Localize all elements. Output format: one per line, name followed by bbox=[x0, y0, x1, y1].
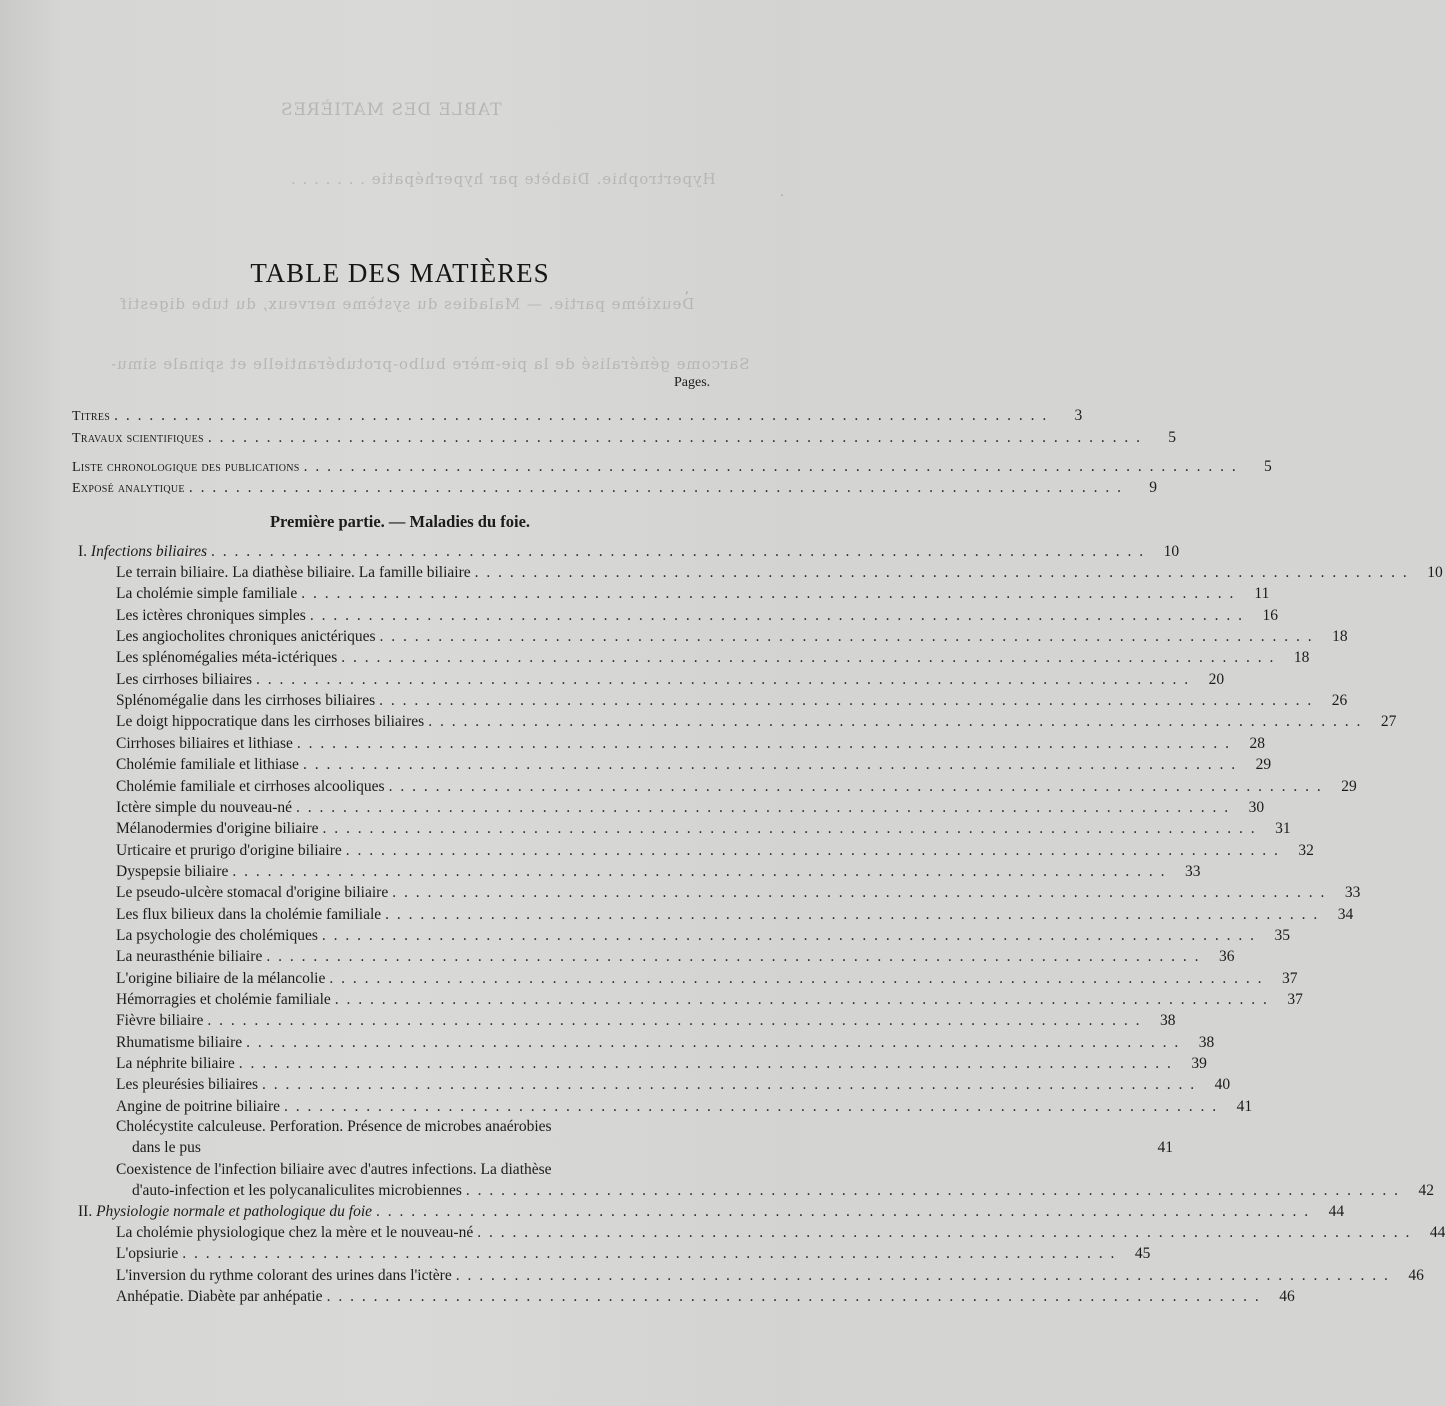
dot-leader: . . . . . . . . . . . . . . . . . . . . . . . . . . . . . . . . . . . . . . . . . . . . . . . . . . . . . . . . . . . . . . . . . . . . . . . . . . . . . . . . bbox=[114, 407, 1049, 424]
entry-label: Les flux bilieux dans la cholémie familiale bbox=[116, 905, 382, 923]
toc-entry bbox=[116, 818, 1291, 839]
page-number: 41 bbox=[1157, 1139, 1174, 1156]
toc-entry bbox=[116, 583, 1270, 604]
page-number: 11 bbox=[1254, 585, 1270, 603]
dot-leader: . . . . . . . . . . . . . . . . . . . . . . . . . . . . . . . . . . . . . . . . . . . . . . . . . . . . . . . . . . . . . . . . . . . . . . . . . . . . . . . . bbox=[388, 777, 1323, 795]
multiline-entry-end: dans le pus 41 bbox=[132, 1139, 1174, 1156]
dot-leader: . . . . . . . . . . . . . . . . . . . . . . . . . . . . . . . . . . . . . . . . . . . . . . . . . . . . . . . . . . . . . . . . . . . . . . . . . . . . . . . . bbox=[284, 1097, 1219, 1115]
page-number: 5 bbox=[1168, 429, 1177, 446]
toc-entry bbox=[116, 861, 1201, 882]
page-number: 29 bbox=[1341, 777, 1357, 795]
dot-leader bbox=[205, 1137, 1139, 1158]
toc-entry bbox=[116, 776, 1357, 797]
entry-label: Dyspepsie biliaire bbox=[116, 862, 229, 880]
toc-entry bbox=[72, 427, 1177, 448]
entry-label: Les ictères chroniques simples bbox=[116, 606, 306, 624]
page-title: TABLE DES MATIÈRES bbox=[250, 258, 550, 288]
entry-label: Splénomégalie dans les cirrhoses biliaires bbox=[116, 692, 376, 710]
dot-leader: . . . . . . . . . . . . . . . . . . . . . . . . . . . . . . . . . . . . . . . . . . . . . . . . . . . . . . . . . . . . . . . . . . . . . . . . . . . . . . . . bbox=[477, 1224, 1412, 1241]
pages-column-header: Pages. bbox=[674, 375, 711, 390]
page-number: 31 bbox=[1275, 820, 1291, 838]
entry-label: Urticaire et prurigo d'origine biliaire bbox=[116, 841, 342, 859]
entry-label: Mélanodermies d'origine biliaire bbox=[116, 820, 319, 838]
page-number: 5 bbox=[1264, 458, 1272, 475]
dot-leader: . . . . . . . . . . . . . . . . . . . . . . . . . . . . . . . . . . . . . . . . . . . . . . . . . . . . . . . . . . . . . . . . . . . . . . . . . . . . . . . . bbox=[182, 1245, 1117, 1263]
dot-leader: . . . . . . . . . . . . . . . . . . . . . . . . . . . . . . . . . . . . . . . . . . . . . . . . . . . . . . . . . . . . . . . . . . . . . . . . . . . . . . . . bbox=[302, 756, 1238, 774]
page-number: 41 bbox=[1236, 1097, 1253, 1115]
dot-leader: . . . . . . . . . . . . . . . . . . . . . . . . . . . . . . . . . . . . . . . . . . . . . . . . . . . . . . . . . . . . . . . . . . . . . . . . . . . . . . . . bbox=[385, 905, 1320, 923]
entry-label: L'inversion du rythme colorant des urines dans l'ictère bbox=[116, 1266, 452, 1284]
page-number: 10 bbox=[1163, 543, 1180, 560]
page-number: 35 bbox=[1274, 926, 1291, 944]
entry-label: La neurasthénie biliaire bbox=[116, 948, 263, 966]
entry-label: Les angiocholites chroniques anictériques bbox=[116, 628, 376, 646]
margin-mark-decoration: , bbox=[685, 282, 689, 296]
dot-leader: . . . . . . . . . . . . . . . . . . . . . . . . . . . . . . . . . . . . . . . . . . . . . . . . . . . . . . . . . . . . . . . . . . . . . . . . . . . . . . . . bbox=[246, 1033, 1181, 1051]
part-heading-1 bbox=[78, 541, 1180, 562]
dot-leader: . . . . . . . . . . . . . . . . . . . . . . . . . . . . . . . . . . . . . . . . . . . . . . . . . . . . . . . . . . . . . . . . . . . . . . . . . . . . . . . . bbox=[211, 543, 1146, 560]
toc-entry bbox=[116, 562, 1443, 583]
dot-leader: . . . . . . . . . . . . . . . . . . . . . . . . . . . . . . . . . . . . . . . . . . . . . . . . . . . . . . . . . . . . . . . . . . . . . . . . . . . . . . . . bbox=[207, 1012, 1142, 1030]
dot-leader: . . . . . . . . . . . . . . . . . . . . . . . . . . . . . . . . . . . . . . . . . . . . . . . . . . . . . . . . . . . . . . . . . . . . . . . . . . . . . . . . bbox=[334, 991, 1269, 1008]
toc-entry bbox=[116, 626, 1348, 647]
page-number: 32 bbox=[1298, 841, 1314, 859]
dot-leader: . . . . . . . . . . . . . . . . . . . . . . . . . . . . . . . . . . . . . . . . . . . . . . . . . . . . . . . . . . . . . . . . . . . . . . . . . . . . . . . . bbox=[455, 1266, 1390, 1284]
dot-leader: . . . . . . . . . . . . . . . . . . . . . . . . . . . . . . . . . . . . . . . . . . . . . . . . . . . . . . . . . . . . . . . . . . . . . . . . . . . . . . . . bbox=[262, 1076, 1197, 1094]
entry-label: Cholémie familiale et cirrhoses alcooliques bbox=[116, 777, 385, 795]
page-number: 20 bbox=[1208, 670, 1225, 688]
toc-entry bbox=[116, 797, 1265, 818]
dot-leader: . . . . . . . . . . . . . . . . . . . . . . . . . . . . . . . . . . . . . . . . . . . . . . . . . . . . . . . . . . . . . . . . . . . . . . . . . . . . . . . . bbox=[309, 606, 1244, 624]
toc-entry bbox=[116, 605, 1278, 626]
dot-leader: . . . . . . . . . . . . . . . . . . . . . . . . . . . . . . . . . . . . . . . . . . . . . . . . . . . . . . . . . . . . . . . . . . . . . . . . . . . . . . . . bbox=[301, 585, 1236, 603]
entry-label: La psychologie des cholémiques bbox=[116, 926, 318, 944]
dot-leader: . . . . . . . . . . . . . . . . . . . . . . . . . . . . . . . . . . . . . . . . . . . . . . . . . . . . . . . . . . . . . . . . . . . . . . . . . . . . . . . . bbox=[392, 884, 1327, 902]
toc-entry bbox=[116, 946, 1235, 967]
toc-entry bbox=[116, 904, 1354, 925]
page-number: 37 bbox=[1287, 991, 1303, 1008]
entry-label: L'opsiurie bbox=[116, 1245, 179, 1263]
entry-label: Liste chronologique des publications bbox=[72, 460, 300, 475]
page-number: 30 bbox=[1248, 798, 1265, 816]
entry-label: Les cirrhoses biliaires bbox=[116, 670, 253, 688]
toc-entry bbox=[116, 1074, 1231, 1095]
toc-entry bbox=[116, 1096, 1253, 1117]
entry-label: Rhumatisme biliaire bbox=[116, 1033, 243, 1051]
multiline-entry-end: d'auto-infection et les polycanaliculites microbiennes . . . . . . . . . . . . . . . . . . . . . . . . . . . . . . . . . . . . . . . . . . . . . . . . . . . . . . . . . . . . . . . . . . . . . . . . . . . . . . . . 42 bbox=[132, 1182, 1435, 1199]
dot-leader: . . . . . . . . . . . . . . . . . . . . . . . . . . . . . . . . . . . . . . . . . . . . . . . . . . . . . . . . . . . . . . . . . . . . . . . . . . . . . . . . bbox=[303, 458, 1238, 475]
page-number: 45 bbox=[1134, 1245, 1151, 1263]
page-number: 10 bbox=[1427, 564, 1443, 581]
entry-label: Titres bbox=[72, 409, 111, 424]
dot-leader: . . . . . . . . . . . . . . . . . . . . . . . . . . . . . . . . . . . . . . . . . . . . . . . . . . . . . . . . . . . . . . . . . . . . . . . . . . . . . . . . bbox=[232, 862, 1167, 880]
dot-leader: . . . . . . . . . . . . . . . . . . . . . . . . . . . . . . . . . . . . . . . . . . . . . . . . . . . . . . . . . . . . . . . . . . . . . . . . . . . . . . . . bbox=[207, 429, 1143, 446]
toc-entry bbox=[116, 1286, 1295, 1307]
entry-label: Travaux scientifiques bbox=[72, 431, 204, 446]
page-number: 18 bbox=[1332, 628, 1348, 646]
entry-label: Le pseudo-ulcère stomacal d'origine biliaire bbox=[116, 884, 389, 902]
toc-entry bbox=[116, 1243, 1151, 1264]
toc-entry bbox=[72, 456, 1272, 477]
toc-entry bbox=[116, 989, 1303, 1010]
page-number: 34 bbox=[1337, 905, 1354, 923]
page-number: 38 bbox=[1198, 1033, 1215, 1051]
dot-leader: . . . . . . . . . . . . . . . . . . . . . . . . . . . . . . . . . . . . . . . . . . . . . . . . . . . . . . . . . . . . . . . . . . . . . . . . . . . . . . . . bbox=[341, 649, 1276, 667]
page-number: 28 bbox=[1249, 734, 1266, 752]
page-number: 3 bbox=[1074, 407, 1083, 424]
page-number: 39 bbox=[1191, 1055, 1207, 1073]
dot-leader: . . . . . . . . . . . . . . . . . . . . . . . . . . . . . . . . . . . . . . . . . . . . . . . . . . . . . . . . . . . . . . . . . . . . . . . . . . . . . . . . bbox=[326, 1287, 1261, 1305]
dot-leader: . . . . . . . . . . . . . . . . . . . . . . . . . . . . . . . . . . . . . . . . . . . . . . . . . . . . . . . . . . . . . . . . . . . . . . . . . . . . . . . . bbox=[322, 820, 1257, 838]
page-number: 26 bbox=[1331, 692, 1348, 710]
dot-leader: . . . . . . . . . . . . . . . . . . . . . . . . . . . . . . . . . . . . . . . . . . . . . . . . . . . . . . . . . . . . . . . . . . . . . . . . . . . . . . . . bbox=[474, 564, 1409, 581]
page-number: 40 bbox=[1214, 1076, 1231, 1094]
toc-entry bbox=[116, 1053, 1207, 1074]
entry-label: Ictère simple du nouveau-né bbox=[116, 798, 293, 816]
page-number: 46 bbox=[1408, 1266, 1424, 1284]
toc-entry bbox=[116, 690, 1348, 711]
page-number: 33 bbox=[1344, 884, 1361, 902]
entry-label: Anhépatie. Diabète par anhépatie bbox=[116, 1287, 323, 1305]
entry-label: Cirrhoses biliaires et lithiase bbox=[116, 734, 293, 752]
bleed-through-decoration: TABLE DES MATIÈRES bbox=[280, 100, 502, 120]
dot-leader: . . . . . . . . . . . . . . . . . . . . . . . . . . . . . . . . . . . . . . . . . . . . . . . . . . . . . . . . . . . . . . . . . . . . . . . . . . . . . . . . bbox=[238, 1055, 1173, 1073]
dot-leader: . . . . . . . . . . . . . . . . . . . . . . . . . . . . . . . . . . . . . . . . . . . . . . . . . . . . . . . . . . . . . . . . . . . . . . . . . . . . . . . . bbox=[256, 670, 1191, 688]
part-numeral: I. bbox=[78, 543, 88, 560]
entry-label: La cholémie simple familiale bbox=[116, 585, 298, 603]
entry-label: La néphrite biliaire bbox=[116, 1055, 235, 1073]
dot-leader: . . . . . . . . . . . . . . . . . . . . . . . . . . . . . . . . . . . . . . . . . . . . . . . . . . . . . . . . . . . . . . . . . . . . . . . . . . . . . . . . bbox=[296, 734, 1232, 752]
page-number: 27 bbox=[1380, 713, 1397, 731]
page-number: 38 bbox=[1160, 1012, 1176, 1030]
entry-label: Angine de poitrine biliaire bbox=[116, 1097, 280, 1115]
entry-label: Les splénomégalies méta-ictériques bbox=[116, 649, 338, 667]
dot-leader: . . . . . . . . . . . . . . . . . . . . . . . . . . . . . . . . . . . . . . . . . . . . . . . . . . . . . . . . . . . . . . . . . . . . . . . . . . . . . . . . bbox=[321, 926, 1257, 944]
margin-mark-decoration: . bbox=[780, 185, 784, 199]
toc-entry bbox=[116, 1265, 1424, 1286]
dot-leader: . . . . . . . . . . . . . . . . . . . . . . . . . . . . . . . . . . . . . . . . . . . . . . . . . . . . . . . . . . . . . . . . . . . . . . . . . . . . . . . . bbox=[188, 479, 1123, 496]
page-number: 16 bbox=[1262, 606, 1278, 624]
part-title: Physiologie normale et pathologique du foie bbox=[96, 1203, 373, 1220]
toc-entry bbox=[116, 733, 1266, 754]
dot-leader: . . . . . . . . . . . . . . . . . . . . . . . . . . . . . . . . . . . . . . . . . . . . . . . . . . . . . . . . . . . . . . . . . . . . . . . . . . . . . . . . bbox=[345, 841, 1280, 859]
toc-entry bbox=[72, 477, 1157, 498]
part-heading-2 bbox=[78, 1201, 1345, 1222]
dot-leader: . . . . . . . . . . . . . . . . . . . . . . . . . . . . . . . . . . . . . . . . . . . . . . . . . . . . . . . . . . . . . . . . . . . . . . . . . . . . . . . . bbox=[428, 713, 1363, 731]
toc-entry bbox=[116, 968, 1298, 989]
entry-label: Les pleurésies biliaires bbox=[116, 1076, 259, 1094]
toc-entry bbox=[116, 647, 1310, 668]
multiline-entry-line: Coexistence de l'infection biliaire avec d'autres infections. La diathèse bbox=[116, 1161, 552, 1178]
dot-leader: . . . . . . . . . . . . . . . . . . . . . . . . . . . . . . . . . . . . . . . . . . . . . . . . . . . . . . . . . . . . . . . . . . . . . . . . . . . . . . . . bbox=[465, 1182, 1401, 1199]
entry-label: Le doigt hippocratique dans les cirrhoses biliaires bbox=[116, 713, 425, 731]
toc-entry bbox=[116, 1222, 1445, 1243]
part-numeral: II. bbox=[78, 1203, 93, 1220]
page-number: 29 bbox=[1255, 756, 1272, 774]
toc-entry bbox=[116, 1010, 1176, 1031]
entry-label: Cholémie familiale et lithiase bbox=[116, 756, 299, 774]
dot-leader: . . . . . . . . . . . . . . . . . . . . . . . . . . . . . . . . . . . . . . . . . . . . . . . . . . . . . . . . . . . . . . . . . . . . . . . . . . . . . . . . bbox=[376, 1203, 1311, 1220]
bleed-through-decoration: Sarcome généralisé de la pie-mère bulbo-protubérantielle et spinale simu- bbox=[110, 355, 750, 373]
page-number: 44 bbox=[1429, 1224, 1445, 1241]
entry-label: Fièvre biliaire bbox=[116, 1012, 204, 1030]
dot-leader: . . . . . . . . . . . . . . . . . . . . . . . . . . . . . . . . . . . . . . . . . . . . . . . . . . . . . . . . . . . . . . . . . . . . . . . . . . . . . . . . bbox=[329, 969, 1264, 987]
entry-label: Le terrain biliaire. La diathèse biliaire. La famille biliaire bbox=[116, 564, 471, 581]
toc-entry bbox=[72, 405, 1083, 426]
entry-label: La cholémie physiologique chez la mère et le nouveau-né bbox=[116, 1224, 474, 1241]
entry-label: L'origine biliaire de la mélancolie bbox=[116, 969, 326, 987]
page-number: 36 bbox=[1218, 948, 1235, 966]
bleed-through-decoration: Deuxième partie. — Maladies du système nerveux, du tube digestif bbox=[120, 295, 695, 313]
toc-entry bbox=[116, 925, 1291, 946]
page-number: 9 bbox=[1149, 479, 1157, 496]
toc-entry bbox=[116, 754, 1272, 775]
entry-label: Exposé analytique bbox=[72, 481, 185, 496]
page-number: 42 bbox=[1418, 1182, 1435, 1199]
page-number: 46 bbox=[1279, 1287, 1295, 1305]
dot-leader: . . . . . . . . . . . . . . . . . . . . . . . . . . . . . . . . . . . . . . . . . . . . . . . . . . . . . . . . . . . . . . . . . . . . . . . . . . . . . . . . bbox=[379, 628, 1314, 646]
dot-leader: . . . . . . . . . . . . . . . . . . . . . . . . . . . . . . . . . . . . . . . . . . . . . . . . . . . . . . . . . . . . . . . . . . . . . . . . . . . . . . . . bbox=[379, 692, 1314, 710]
toc-entry bbox=[116, 882, 1361, 903]
section-title: Première partie. — Maladies du foie. bbox=[269, 512, 531, 531]
dot-leader: . . . . . . . . . . . . . . . . . . . . . . . . . . . . . . . . . . . . . . . . . . . . . . . . . . . . . . . . . . . . . . . . . . . . . . . . . . . . . . . . bbox=[296, 798, 1231, 816]
toc-entry bbox=[116, 711, 1397, 732]
page-number: 18 bbox=[1293, 649, 1310, 667]
multiline-entry-line: Cholécystite calculeuse. Perforation. Présence de microbes anaérobies bbox=[116, 1118, 552, 1135]
entry-label: Hémorragies et cholémie familiale bbox=[116, 991, 331, 1008]
page-number: 33 bbox=[1184, 862, 1201, 880]
toc-entry bbox=[116, 1032, 1215, 1053]
toc-entry bbox=[116, 840, 1314, 861]
toc-entry bbox=[116, 669, 1225, 690]
page-number: 44 bbox=[1328, 1203, 1345, 1220]
bleed-through-decoration: Hypertrophie. Diabète par hyperhépatie . . . . . . . bbox=[290, 170, 716, 188]
part-title: Infections biliaires bbox=[90, 543, 208, 560]
dot-leader: . . . . . . . . . . . . . . . . . . . . . . . . . . . . . . . . . . . . . . . . . . . . . . . . . . . . . . . . . . . . . . . . . . . . . . . . . . . . . . . . bbox=[266, 948, 1201, 966]
page-number: 37 bbox=[1282, 969, 1298, 987]
